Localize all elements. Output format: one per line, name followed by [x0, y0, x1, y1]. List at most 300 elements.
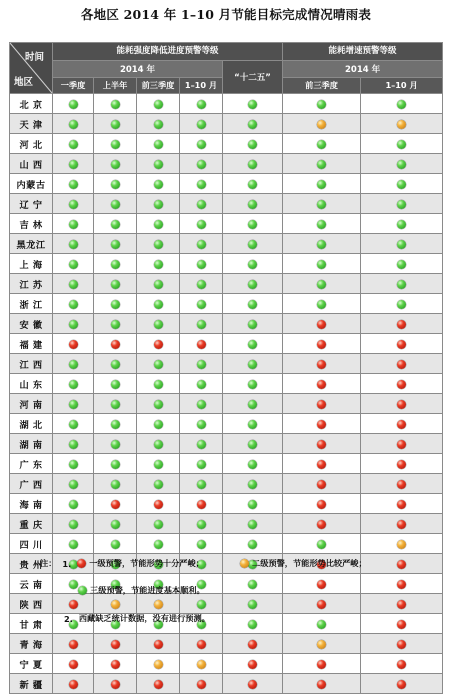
green-dot-icon [197, 220, 206, 229]
cell-q1 [53, 634, 94, 654]
cell-jan-oct [180, 134, 223, 154]
region-name: 新 疆 [10, 674, 53, 694]
cell-h1 [94, 134, 137, 154]
green-dot-icon [317, 200, 326, 209]
green-dot-icon [197, 100, 206, 109]
note-orange-text: 二级预警，节能形势比较严峻； [252, 558, 367, 568]
green-dot-icon [197, 520, 206, 529]
cell-growth-jan-oct [361, 534, 443, 554]
cell-q3 [137, 154, 180, 174]
green-dot-icon [248, 540, 257, 549]
cell-q1 [53, 654, 94, 674]
twelfth-five-header: “十二五” [223, 61, 283, 94]
red-dot-icon [317, 340, 326, 349]
green-dot-icon [317, 540, 326, 549]
region-name: 云 南 [10, 574, 53, 594]
cell-twelfth-five [223, 94, 283, 114]
cell-growth-jan-oct [361, 194, 443, 214]
red-dot-icon [154, 340, 163, 349]
green-dot-icon [111, 240, 120, 249]
cell-growth-jan-oct [361, 594, 443, 614]
region-name: 贵 州 [10, 554, 53, 574]
cell-growth-jan-oct [361, 414, 443, 434]
red-dot-icon [197, 340, 206, 349]
green-dot-icon [154, 320, 163, 329]
cell-h1 [94, 334, 137, 354]
green-dot-icon [69, 220, 78, 229]
green-dot-icon [197, 440, 206, 449]
cell-q3 [137, 334, 180, 354]
cell-growth-jan-oct [361, 494, 443, 514]
note-line-1 [40, 558, 204, 569]
cell-growth-q3 [283, 454, 361, 474]
green-dot-icon [248, 360, 257, 369]
red-dot-icon [317, 440, 326, 449]
table-row [10, 374, 443, 394]
cell-jan-oct [180, 514, 223, 534]
cell-q3 [137, 174, 180, 194]
note-red-text: 一级预警，节能形势十分严峻； [89, 558, 204, 568]
green-dot-icon [69, 100, 78, 109]
green-dot-icon [197, 460, 206, 469]
green-dot-icon [248, 160, 257, 169]
cell-growth-jan-oct [361, 654, 443, 674]
green-dot-icon [69, 300, 78, 309]
cell-q3 [137, 134, 180, 154]
green-dot-icon [397, 300, 406, 309]
green-dot-icon [154, 200, 163, 209]
cell-jan-oct [180, 154, 223, 174]
region-name: 广 西 [10, 474, 53, 494]
region-name: 河 北 [10, 134, 53, 154]
region-name: 北 京 [10, 94, 53, 114]
red-dot-icon [317, 500, 326, 509]
red-dot-icon [248, 680, 257, 689]
green-dot-icon [69, 120, 78, 129]
red-dot-icon [69, 600, 78, 609]
corner-region-label: 地区 [14, 77, 34, 88]
cell-growth-jan-oct [361, 314, 443, 334]
green-dot-icon [197, 260, 206, 269]
red-dot-icon [397, 360, 406, 369]
green-dot-icon [111, 400, 120, 409]
cell-q1 [53, 514, 94, 534]
cell-growth-q3 [283, 274, 361, 294]
green-dot-icon [154, 240, 163, 249]
cell-twelfth-five [223, 214, 283, 234]
cell-twelfth-five [223, 394, 283, 414]
cell-twelfth-five [223, 354, 283, 374]
cell-q3 [137, 274, 180, 294]
region-name: 山 东 [10, 374, 53, 394]
red-dot-icon [317, 400, 326, 409]
green-dot-icon [197, 280, 206, 289]
region-name: 上 海 [10, 254, 53, 274]
green-dot-icon [248, 320, 257, 329]
cell-q1 [53, 334, 94, 354]
table-row [10, 394, 443, 414]
cell-jan-oct [180, 114, 223, 134]
cell-q1 [53, 414, 94, 434]
region-name: 青 海 [10, 634, 53, 654]
green-dot-icon [69, 420, 78, 429]
green-dot-icon [197, 540, 206, 549]
green-dot-icon [154, 420, 163, 429]
col-h1-header: 上半年 [94, 78, 137, 94]
table-row [10, 214, 443, 234]
cell-q1 [53, 594, 94, 614]
green-dot-icon [248, 240, 257, 249]
cell-q3 [137, 194, 180, 214]
cell-q1 [53, 234, 94, 254]
green-dot-icon [154, 100, 163, 109]
cell-jan-oct [180, 634, 223, 654]
red-dot-icon [69, 640, 78, 649]
cell-growth-jan-oct [361, 254, 443, 274]
cell-h1 [94, 314, 137, 334]
orange-dot-icon [397, 120, 406, 129]
red-dot-icon [248, 640, 257, 649]
region-name: 内蒙古 [10, 174, 53, 194]
green-dot-icon [111, 520, 120, 529]
cell-h1 [94, 674, 137, 694]
green-dot-icon [69, 400, 78, 409]
green-dot-icon [154, 360, 163, 369]
cell-q3 [137, 394, 180, 414]
cell-jan-oct [180, 594, 223, 614]
green-dot-icon [248, 140, 257, 149]
cell-h1 [94, 454, 137, 474]
green-dot-icon [397, 260, 406, 269]
cell-growth-q3 [283, 354, 361, 374]
orange-dot-icon [397, 540, 406, 549]
cell-growth-q3 [283, 434, 361, 454]
green-dot-icon [317, 140, 326, 149]
green-dot-icon [197, 380, 206, 389]
cell-jan-oct [180, 374, 223, 394]
cell-q1 [53, 214, 94, 234]
cell-twelfth-five [223, 294, 283, 314]
cell-twelfth-five [223, 154, 283, 174]
year-intensity-header: 2014 年 [53, 61, 223, 78]
cell-twelfth-five [223, 634, 283, 654]
green-dot-icon [154, 280, 163, 289]
table-row [10, 654, 443, 674]
cell-h1 [94, 634, 137, 654]
cell-growth-jan-oct [361, 474, 443, 494]
region-name: 广 东 [10, 454, 53, 474]
green-dot-icon [154, 180, 163, 189]
green-dot-icon [69, 160, 78, 169]
green-dot-icon [69, 140, 78, 149]
cell-twelfth-five [223, 174, 283, 194]
table-row [10, 134, 443, 154]
col-q3-header: 前三季度 [137, 78, 180, 94]
red-dot-icon [111, 680, 120, 689]
region-name: 江 苏 [10, 274, 53, 294]
red-dot-icon [154, 640, 163, 649]
red-dot-icon [317, 580, 326, 589]
green-dot-icon [111, 460, 120, 469]
cell-h1 [94, 534, 137, 554]
green-dot-icon [317, 280, 326, 289]
cell-jan-oct [180, 174, 223, 194]
red-dot-icon [397, 480, 406, 489]
region-name: 安 徽 [10, 314, 53, 334]
note-green-text: 三级预警，节能进度基本顺利。 [90, 585, 205, 595]
col-jan-oct-header: 1–10 月 [180, 78, 223, 94]
region-name: 重 庆 [10, 514, 53, 534]
green-dot-icon [397, 200, 406, 209]
cell-growth-q3 [283, 114, 361, 134]
cell-growth-q3 [283, 494, 361, 514]
green-dot-icon [111, 540, 120, 549]
cell-twelfth-five [223, 594, 283, 614]
cell-h1 [94, 434, 137, 454]
green-dot-icon [69, 360, 78, 369]
green-dot-icon [111, 140, 120, 149]
cell-h1 [94, 514, 137, 534]
table-row [10, 194, 443, 214]
green-dot-icon [111, 380, 120, 389]
cell-q3 [137, 454, 180, 474]
red-dot-icon [77, 559, 86, 568]
green-dot-icon [248, 120, 257, 129]
cell-growth-jan-oct [361, 434, 443, 454]
green-dot-icon [154, 120, 163, 129]
cell-growth-q3 [283, 574, 361, 594]
region-name: 湖 北 [10, 414, 53, 434]
green-dot-icon [69, 480, 78, 489]
red-dot-icon [317, 680, 326, 689]
green-dot-icon [154, 260, 163, 269]
region-name: 天 津 [10, 114, 53, 134]
green-dot-icon [197, 420, 206, 429]
note-line-1b [240, 558, 367, 569]
cell-q1 [53, 434, 94, 454]
green-dot-icon [69, 260, 78, 269]
green-dot-icon [154, 480, 163, 489]
green-dot-icon [248, 420, 257, 429]
cell-q1 [53, 94, 94, 114]
note-1-number: 1. [62, 558, 72, 569]
cell-q1 [53, 674, 94, 694]
cell-h1 [94, 154, 137, 174]
green-dot-icon [69, 460, 78, 469]
red-dot-icon [397, 400, 406, 409]
cell-growth-q3 [283, 374, 361, 394]
green-dot-icon [197, 320, 206, 329]
cell-h1 [94, 494, 137, 514]
orange-dot-icon [240, 559, 249, 568]
green-dot-icon [248, 100, 257, 109]
note-tibet-text: 西藏缺乏统计数据，没有进行预测。 [78, 613, 210, 623]
red-dot-icon [317, 380, 326, 389]
red-dot-icon [197, 500, 206, 509]
green-dot-icon [197, 120, 206, 129]
note-line-3 [64, 613, 210, 624]
cell-growth-q3 [283, 394, 361, 414]
green-dot-icon [248, 220, 257, 229]
red-dot-icon [317, 660, 326, 669]
cell-q1 [53, 534, 94, 554]
cell-twelfth-five [223, 434, 283, 454]
green-dot-icon [248, 500, 257, 509]
cell-growth-jan-oct [361, 554, 443, 574]
cell-growth-jan-oct [361, 174, 443, 194]
year-growth-header: 2014 年 [283, 61, 443, 78]
cell-growth-q3 [283, 634, 361, 654]
corner-time-label: 时间 [24, 52, 44, 63]
cell-jan-oct [180, 254, 223, 274]
green-dot-icon [397, 100, 406, 109]
orange-dot-icon [111, 600, 120, 609]
cell-h1 [94, 354, 137, 374]
cell-growth-q3 [283, 134, 361, 154]
cell-h1 [94, 414, 137, 434]
cell-growth-jan-oct [361, 454, 443, 474]
red-dot-icon [317, 520, 326, 529]
green-dot-icon [154, 220, 163, 229]
green-dot-icon [111, 420, 120, 429]
cell-jan-oct [180, 214, 223, 234]
table-row [10, 474, 443, 494]
cell-q3 [137, 294, 180, 314]
notes-prefix: 注： [40, 558, 57, 568]
cell-growth-jan-oct [361, 394, 443, 414]
table-row [10, 354, 443, 374]
cell-q1 [53, 394, 94, 414]
green-dot-icon [69, 320, 78, 329]
red-dot-icon [69, 680, 78, 689]
red-dot-icon [397, 600, 406, 609]
cell-h1 [94, 194, 137, 214]
cell-q3 [137, 494, 180, 514]
green-dot-icon [69, 180, 78, 189]
green-dot-icon [397, 240, 406, 249]
cell-jan-oct [180, 654, 223, 674]
green-dot-icon [154, 380, 163, 389]
cell-growth-jan-oct [361, 154, 443, 174]
region-name: 吉 林 [10, 214, 53, 234]
region-name: 福 建 [10, 334, 53, 354]
cell-twelfth-five [223, 334, 283, 354]
green-dot-icon [248, 200, 257, 209]
cell-q3 [137, 234, 180, 254]
cell-twelfth-five [223, 494, 283, 514]
green-dot-icon [154, 540, 163, 549]
green-dot-icon [69, 540, 78, 549]
green-dot-icon [248, 340, 257, 349]
table-row [10, 434, 443, 454]
cell-q1 [53, 154, 94, 174]
green-dot-icon [111, 300, 120, 309]
cell-q1 [53, 454, 94, 474]
table-row [10, 494, 443, 514]
cell-twelfth-five [223, 114, 283, 134]
cell-growth-q3 [283, 474, 361, 494]
cell-q3 [137, 634, 180, 654]
red-dot-icon [397, 520, 406, 529]
region-name: 黑龙江 [10, 234, 53, 254]
green-dot-icon [248, 300, 257, 309]
region-name: 湖 南 [10, 434, 53, 454]
green-dot-icon [248, 180, 257, 189]
table-body [10, 94, 443, 694]
cell-growth-jan-oct [361, 234, 443, 254]
table-row [10, 294, 443, 314]
red-dot-icon [317, 320, 326, 329]
cell-q3 [137, 474, 180, 494]
cell-q3 [137, 314, 180, 334]
cell-q3 [137, 434, 180, 454]
cell-q1 [53, 474, 94, 494]
green-dot-icon [317, 240, 326, 249]
red-dot-icon [317, 420, 326, 429]
red-dot-icon [111, 340, 120, 349]
cell-twelfth-five [223, 314, 283, 334]
red-dot-icon [111, 640, 120, 649]
cell-jan-oct [180, 234, 223, 254]
cell-jan-oct [180, 94, 223, 114]
cell-q3 [137, 654, 180, 674]
note-line-2 [78, 585, 205, 596]
cell-h1 [94, 394, 137, 414]
red-dot-icon [154, 500, 163, 509]
green-dot-icon [248, 400, 257, 409]
orange-dot-icon [317, 120, 326, 129]
green-dot-icon [317, 160, 326, 169]
red-dot-icon [397, 620, 406, 629]
cell-jan-oct [180, 194, 223, 214]
region-name: 四 川 [10, 534, 53, 554]
region-name: 山 西 [10, 154, 53, 174]
cell-h1 [94, 114, 137, 134]
table-row [10, 234, 443, 254]
table-row [10, 334, 443, 354]
green-dot-icon [69, 280, 78, 289]
cell-q1 [53, 174, 94, 194]
cell-twelfth-five [223, 414, 283, 434]
green-dot-icon [317, 620, 326, 629]
green-dot-icon [248, 600, 257, 609]
cell-twelfth-five [223, 654, 283, 674]
cell-h1 [94, 474, 137, 494]
green-dot-icon [248, 280, 257, 289]
cell-twelfth-five [223, 674, 283, 694]
cell-jan-oct [180, 334, 223, 354]
cell-growth-q3 [283, 334, 361, 354]
cell-growth-jan-oct [361, 294, 443, 314]
cell-growth-jan-oct [361, 114, 443, 134]
cell-h1 [94, 174, 137, 194]
corner-header [10, 43, 53, 94]
cell-growth-q3 [283, 654, 361, 674]
cell-growth-jan-oct [361, 214, 443, 234]
cell-q1 [53, 134, 94, 154]
cell-h1 [94, 94, 137, 114]
region-name: 河 南 [10, 394, 53, 414]
green-dot-icon [111, 220, 120, 229]
green-dot-icon [111, 180, 120, 189]
green-dot-icon [69, 580, 78, 589]
green-dot-icon [317, 180, 326, 189]
cell-jan-oct [180, 354, 223, 374]
green-dot-icon [111, 360, 120, 369]
green-dot-icon [111, 320, 120, 329]
cell-growth-q3 [283, 314, 361, 334]
green-dot-icon [111, 260, 120, 269]
